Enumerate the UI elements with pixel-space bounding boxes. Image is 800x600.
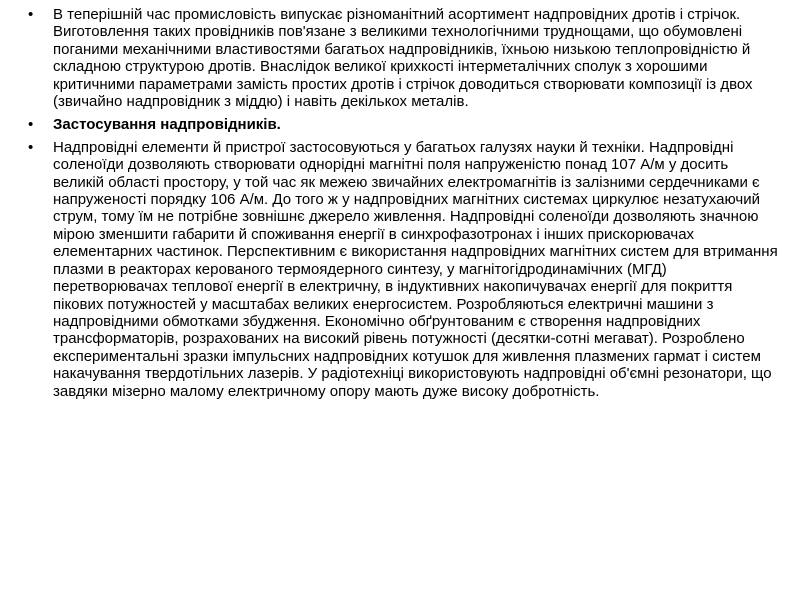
bullet-paragraph-applications [28, 139, 782, 400]
bullet-dot-icon: • [28, 138, 34, 156]
bullet-paragraph-intro [28, 6, 782, 110]
bullet-dot-icon: • [28, 6, 34, 23]
section-heading: Застосування надпровідників. [53, 116, 281, 134]
bullet-text: Надпровідні елементи й пристрої застосовуються у багатьох галузях науки й техніки. Надпровідні соленоїди дозволяють створювати однорідні магнітні поля напруженістю понад 107 А/м у досить великій області простору, у той час як межею звичайних електромагнітів із залізними сердечниками є напруженості порядку 106 А/м. До того ж у надпровідних магнітних системах циркулює незатухаючий струм, тому їм не потрібне зовнішнє джерело живлення. Надпровідні соленоїди дозволяють значною мірою зменшити габарити й споживання енергії в синхрофазотронах і інших прискорювачах елементарних частинок. Перспективним є використання надпровідних магнітних систем для втримання плазми в реакторах керованого термоядерного синтезу, у магнітогідродинамічних (МГД) перетворювачах теплової енергії в електричну, в індуктивних накопичувачах енергії для покриття пікових потужностей у масштабах великих енергосистем. Розробляються електричні машини з надпровідними обмотками збудження. Економічно обґрунтованим є створення надпровідних трансформаторів, розрахованих на високий рівень потужності (десятки-сотні мегават). Розроблено експериментальні зразки імпульсних надпровідних котушок для живлення плазмених гармат і систем накачування твердотільних лазерів. У радіотехніці використовують надпровідні об'ємні резонатори, що завдяки мізерно малому електричному опору мають дуже високу добротність. [53, 138, 778, 400]
bullet-heading-applications [28, 116, 782, 133]
bullet-dot-icon: • [28, 116, 34, 134]
bullet-list [28, 6, 782, 400]
bullet-text: В теперішній час промисловість випускає різноманітний асортимент надпровідних дротів і стрічок. Виготовлення таких провідників пов'язане з великими технологічними труднощами, що обумовлені поганими механічними властивостями багатьох надпровідників, їхньою низькою теплопровідністю й складною структурою дротів. Внаслідок великої крихкості інтерметалічних сполук з хорошими критичними параметрами замість простих дротів і стрічок доводиться створювати композиції із двох (звичайно надпровідник з міддю) і навіть декількох металів. [53, 6, 753, 111]
